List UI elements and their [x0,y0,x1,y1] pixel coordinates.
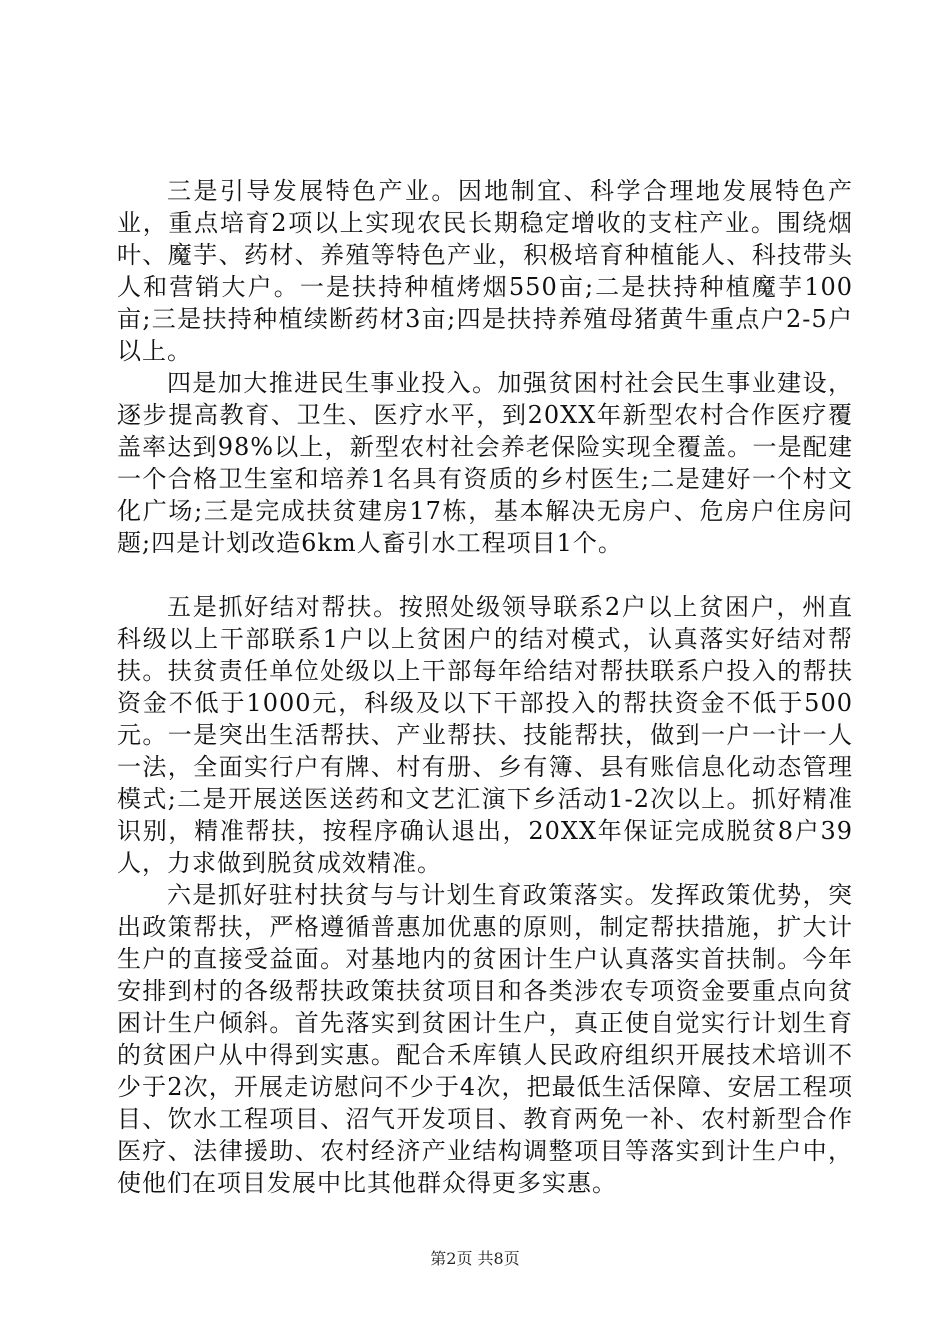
document-body [117,175,853,1199]
paragraph-paired-assistance: 五是抓好结对帮扶。按照处级领导联系2户以上贫困户，州直科级以上干部联系1户以上贫困户的结对模式，认真落实好结对帮扶。扶贫责任单位处级以上干部每年给结对帮扶联系户投入的帮扶资金不低于1000元，科级及以下干部投入的帮扶资金不低于500元。一是突出生活帮扶、产业帮扶、技能帮扶，做到一户一计一人一法，全面实行户有牌、村有册、乡有簿、县有账信息化动态管理模式;二是开展送医送药和文艺汇演下乡活动1-2次以上。抓好精准识别，精准帮扶，按程序确认退出，20XX年保证完成脱贫8户39人，力求做到脱贫成效精准。 [117,593,853,877]
paragraph-livelihood-investment: 四是加大推进民生事业投入。加强贫困村社会民生事业建设，逐步提高教育、卫生、医疗水平，到20XX年新型农村合作医疗覆盖率达到98%以上，新型农村社会养老保险实现全覆盖。一是配建一个合格卫生室和培养1名具有资质的乡村医生;二是建好一个村文化广场;三是完成扶贫建房17栋，基本解决无房户、危房户住房问题;四是计划改造6km人畜引水工程项目1个。 [117,369,853,557]
paragraph-family-planning-policy: 六是抓好驻村扶贫与与计划生育政策落实。发挥政策优势，突出政策帮扶，严格遵循普惠加优惠的原则，制定帮扶措施，扩大计生户的直接受益面。对基地内的贫困计生户认真落实首扶制。今年安排到村的各级帮扶政策扶贫项目和各类涉农专项资金要重点向贫困计生户倾斜。首先落实到贫困计生户，真正使自觉实行计划生育的贫困户从中得到实惠。配合禾库镇人民政府组织开展技术培训不少于2次，开展走访慰问不少于4次，把最低生活保障、安居工程项目、饮水工程项目、沼气开发项目、教育两免一补、农村新型合作医疗、法律援助、农村经济产业结构调整项目等落实到计生户中，使他们在项目发展中比其他群众得更多实惠。 [117,881,853,1197]
page-number-footer: 第2页 共8页 [430,1249,520,1268]
paragraph-specialty-industry: 三是引导发展特色产业。因地制宜、科学合理地发展特色产业，重点培育2项以上实现农民长期稳定增收的支柱产业。围绕烟叶、魔芋、药材、养殖等特色产业，积极培育种植能人、科技带头人和营销大户。一是扶持种植烤烟550亩;二是扶持种植魔芋100亩;三是扶持种植续断药材3亩;四是扶持养殖母猪黄牛重点户2-5户以上。 [117,177,853,365]
